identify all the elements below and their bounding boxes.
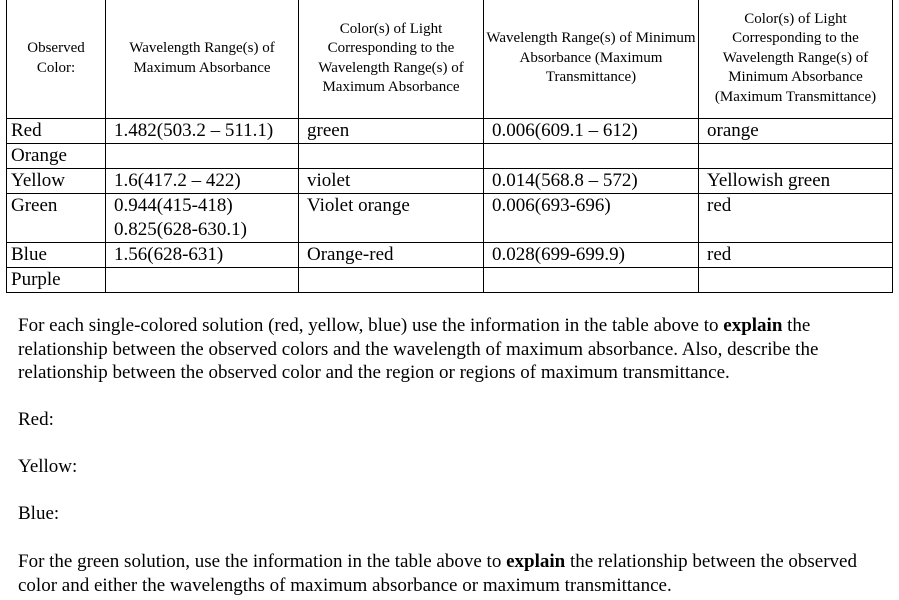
observed-color-cell: Yellow <box>7 169 106 194</box>
cell-line: 1.56(628-631) <box>114 244 224 265</box>
cell-line: red <box>707 244 732 265</box>
min-absorbance-color-cell <box>699 243 893 268</box>
cell-line: 1.482(503.2 – 511.1) <box>114 120 274 141</box>
question1-emphasis: explain <box>723 315 783 336</box>
question1-text-b: the relationship between the observed colors and the wavelength of maximum absorbance. Also, describe the relationship between the observed color and the region or regions of maximum transmittance. <box>18 315 819 383</box>
header-max-absorbance-range: Wavelength Range(s) of Maximum Absorbance <box>106 0 299 119</box>
header-min-absorbance-color: Color(s) of Light Corresponding to the Wavelength Range(s) of Minimum Absorbance (Maximum Transmittance) <box>699 0 893 119</box>
table-body <box>7 0 893 293</box>
cell-line: red <box>707 195 732 216</box>
cell-line: violet <box>307 170 351 191</box>
label-red: Red: <box>18 409 54 430</box>
label-blue: Blue: <box>18 503 60 524</box>
cell-line: 0.006(693-696) <box>492 195 611 216</box>
question2-text-a: For the green solution, use the information in the table above to <box>18 551 507 572</box>
min-absorbance-range-cell <box>484 169 699 194</box>
cell-line: 0.028(699-699.9) <box>492 244 625 265</box>
min-absorbance-color-cell <box>699 268 893 293</box>
question2-emphasis: explain <box>506 551 566 572</box>
observed-color-cell: Blue <box>7 243 106 268</box>
table-row <box>7 119 893 144</box>
question1-text-a: For each single-colored solution (red, yellow, blue) use the information in the table above to <box>18 315 724 336</box>
min-absorbance-color-cell <box>699 119 893 144</box>
max-absorbance-range-cell <box>106 194 299 243</box>
max-absorbance-range-cell <box>106 268 299 293</box>
table-row <box>7 169 893 194</box>
table-row <box>7 194 893 243</box>
question-green <box>18 550 893 597</box>
observed-color-cell: Purple <box>7 268 106 293</box>
max-absorbance-color-cell <box>299 169 484 194</box>
min-absorbance-range-cell <box>484 194 699 243</box>
table-row <box>7 243 893 268</box>
table-header-row <box>7 0 893 119</box>
max-absorbance-range-cell <box>106 169 299 194</box>
cell-line: 0.825(628-630.1) <box>114 219 247 240</box>
cell-line: Yellowish green <box>707 170 831 191</box>
min-absorbance-color-cell <box>699 144 893 169</box>
table-row <box>7 144 893 169</box>
min-absorbance-range-cell <box>484 268 699 293</box>
max-absorbance-color-cell <box>299 194 484 243</box>
question-single-colored <box>18 314 893 385</box>
cell-line: 1.6(417.2 – 422) <box>114 170 241 191</box>
max-absorbance-range-cell <box>106 144 299 169</box>
header-observed-color: Observed Color: <box>7 0 106 119</box>
cell-line: Orange-red <box>307 244 394 265</box>
cell-line: 0.944(415-418) <box>114 195 233 216</box>
max-absorbance-range-cell <box>106 243 299 268</box>
cell-line: green <box>307 120 350 141</box>
cell-line: Violet orange <box>307 195 410 216</box>
table-row <box>7 268 893 293</box>
observed-color-cell: Red <box>7 119 106 144</box>
observed-color-cell: Green <box>7 194 106 243</box>
max-absorbance-color-cell <box>299 144 484 169</box>
min-absorbance-range-cell <box>484 144 699 169</box>
max-absorbance-color-cell <box>299 268 484 293</box>
min-absorbance-color-cell <box>699 169 893 194</box>
cell-line: 0.014(568.8 – 572) <box>492 170 638 191</box>
max-absorbance-color-cell <box>299 119 484 144</box>
min-absorbance-range-cell <box>484 243 699 268</box>
label-yellow: Yellow: <box>18 456 78 477</box>
header-min-absorbance-range: Wavelength Range(s) of Minimum Absorbance (Maximum Transmittance) <box>484 0 699 119</box>
max-absorbance-color-cell <box>299 243 484 268</box>
min-absorbance-range-cell <box>484 119 699 144</box>
question2-text-b: the relationship between the observed color and either the wavelengths of maximum absorbance or maximum transmittance. <box>18 551 857 596</box>
max-absorbance-range-cell <box>106 119 299 144</box>
cell-line: 0.006(609.1 – 612) <box>492 120 638 141</box>
data-table <box>6 0 893 293</box>
header-max-absorbance-color: Color(s) of Light Corresponding to the Wavelength Range(s) of Maximum Absorbance <box>299 0 484 119</box>
cell-line: orange <box>707 120 759 141</box>
min-absorbance-color-cell <box>699 194 893 243</box>
observed-color-cell: Orange <box>7 144 106 169</box>
